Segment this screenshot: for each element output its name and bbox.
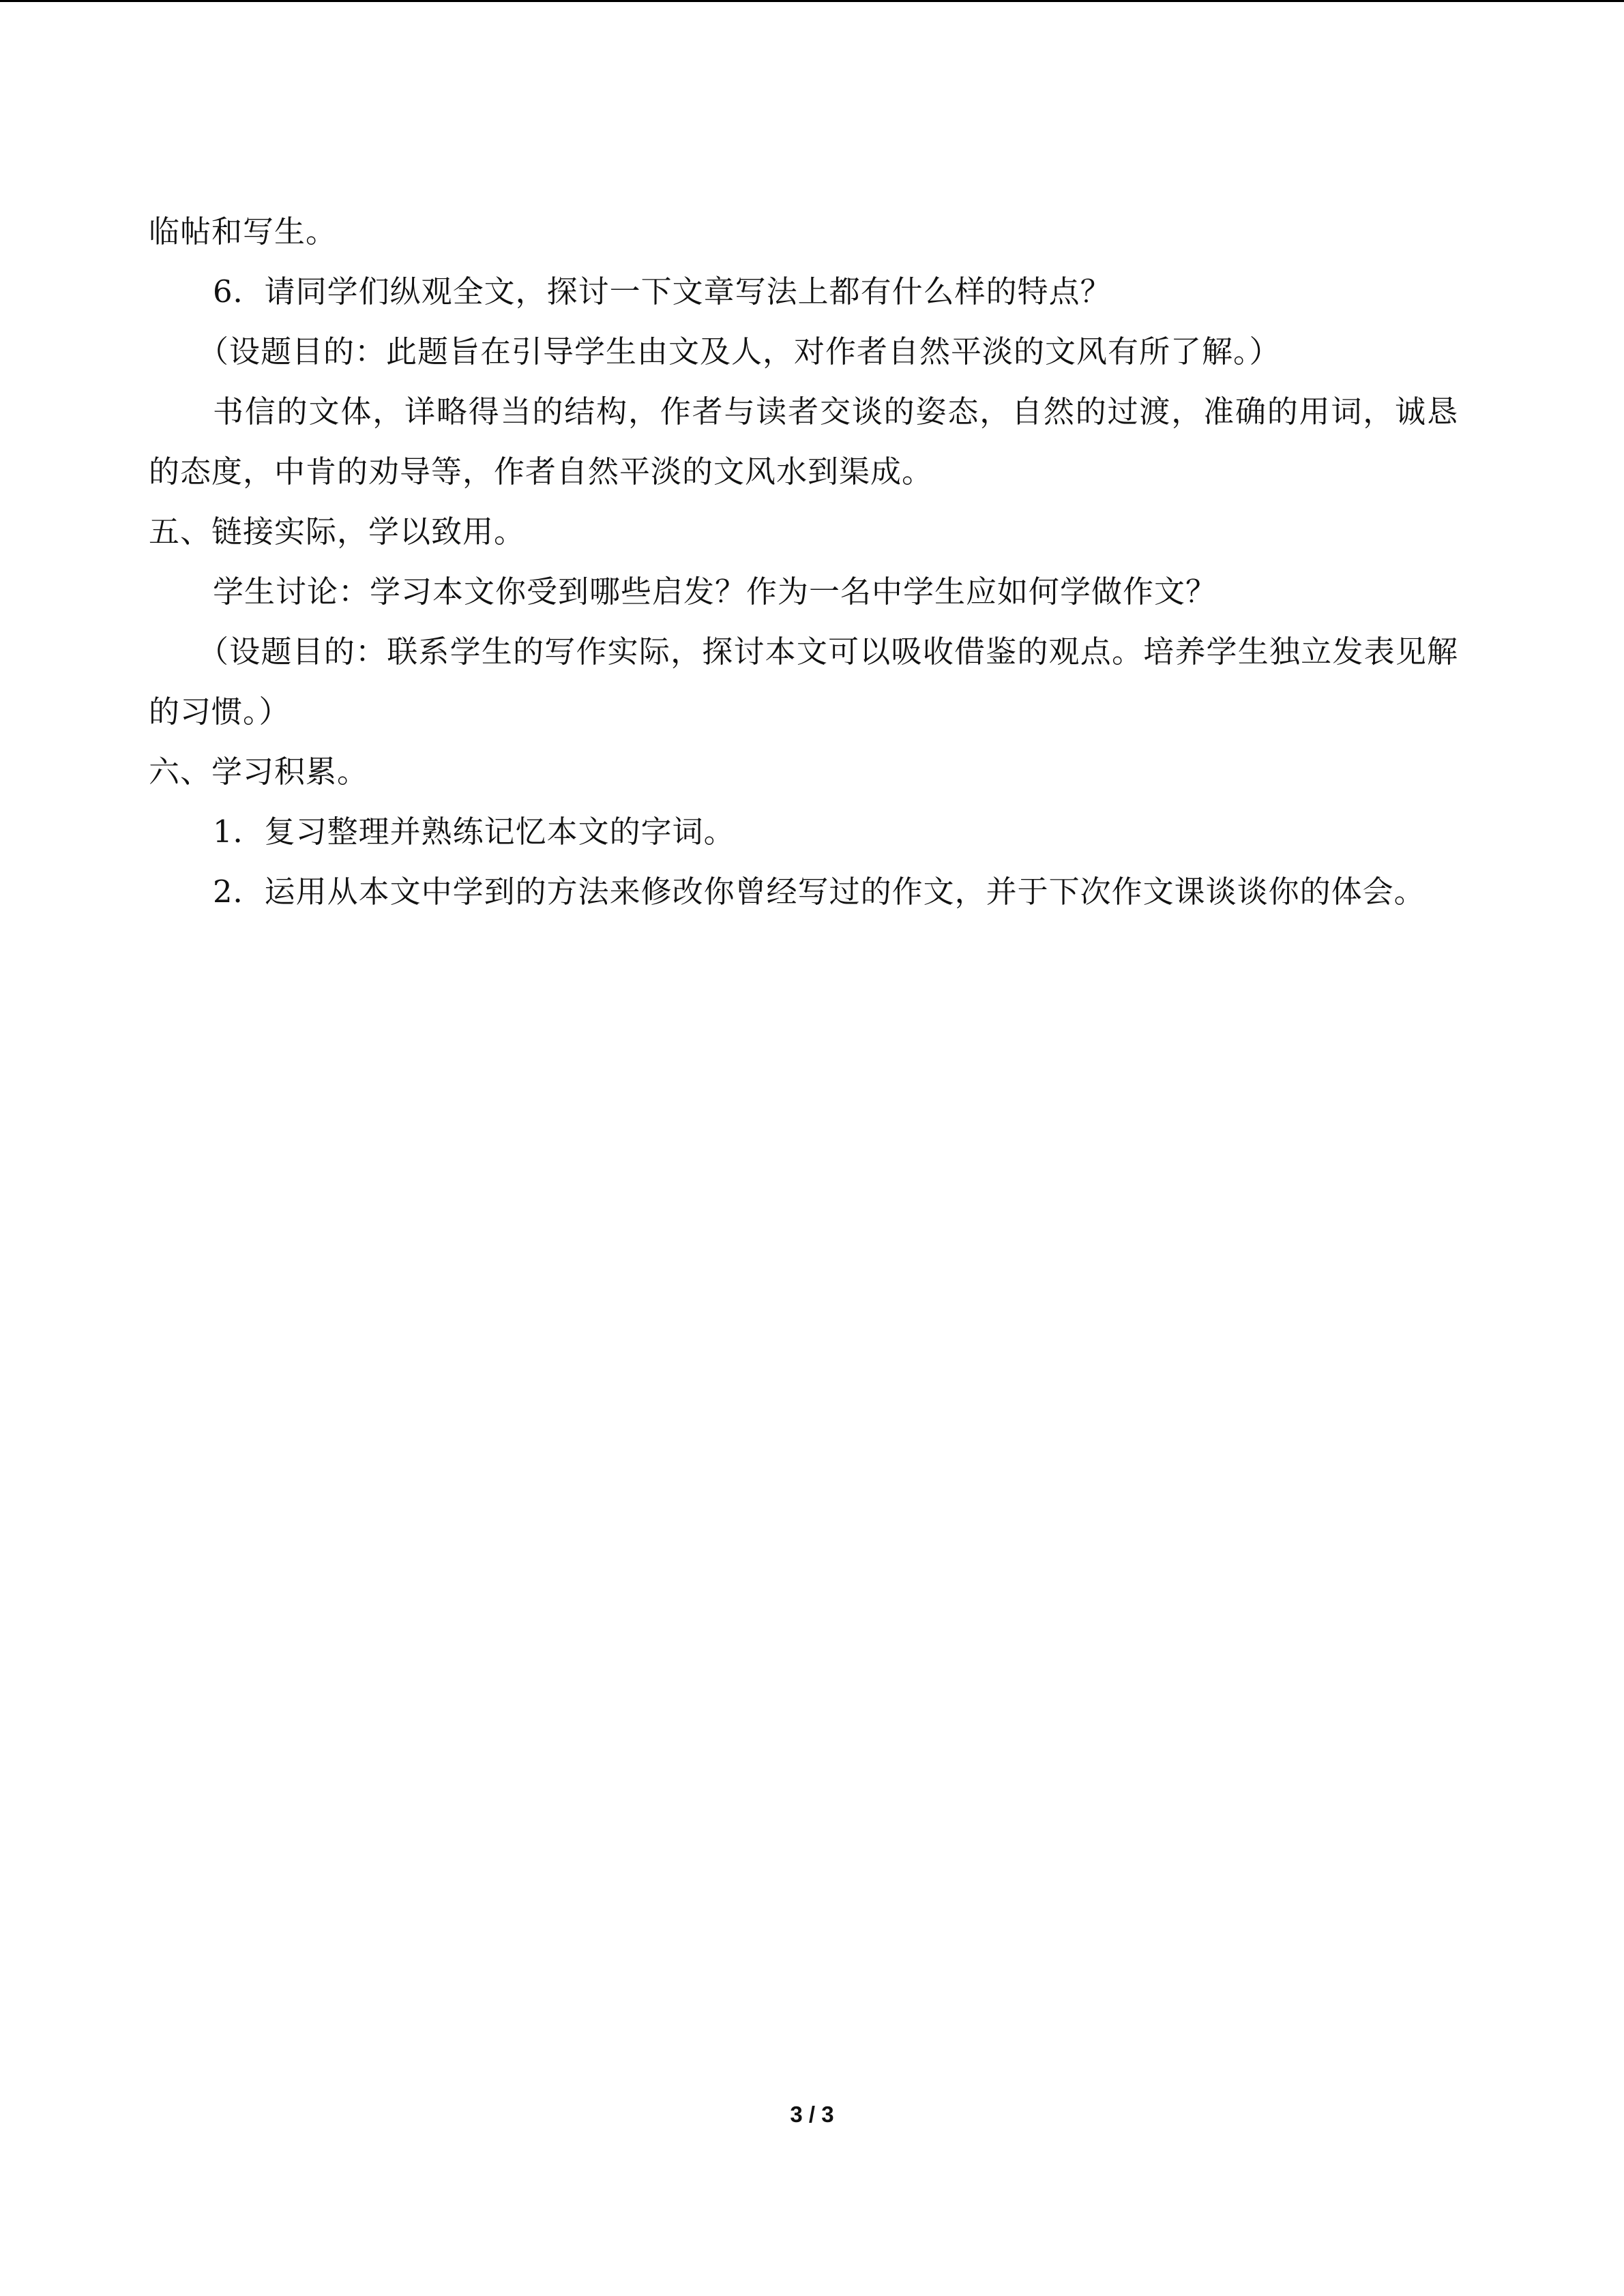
top-border-line [0,0,1624,2]
document-body [149,202,1458,922]
page-number: 3 / 3 [790,2102,834,2127]
question-6: 6．请同学们纵观全文，探讨一下文章写法上都有什么样的特点？ [213,273,1112,310]
accumulation-item-1: 1．复习整理并熟练记忆本文的字词。 [213,814,735,850]
section-heading-5: 五、链接实际，学以致用。 [149,513,526,550]
accumulation-item-2: 2．运用从本文中学到的方法来修改你曾经写过的作文，并于下次作文课谈谈你的体会。 [213,874,1426,910]
section-heading-6: 六、学习积累。 [149,754,369,790]
discussion-purpose-note: （设题目的：联系学生的写作实际，探讨本文可以吸收借鉴的观点。培养学生独立发表见解的习惯。） [149,633,1458,730]
question-6-purpose-note: （设题目的：此题旨在引导学生由文及人，对作者自然平淡的文风有所了解。） [198,333,1281,370]
question-6-answer: 书信的文体，详略得当的结构，作者与读者交谈的姿态，自然的过渡，准确的用词，诚恳的态度，中肯的劝导等，作者自然平淡的文风水到渠成。 [149,393,1458,490]
student-discussion: 学生讨论：学习本文你受到哪些启发？作为一名中学生应如何学做作文？ [213,573,1217,610]
paragraph-continuation: 临帖和写生。 [149,213,338,250]
